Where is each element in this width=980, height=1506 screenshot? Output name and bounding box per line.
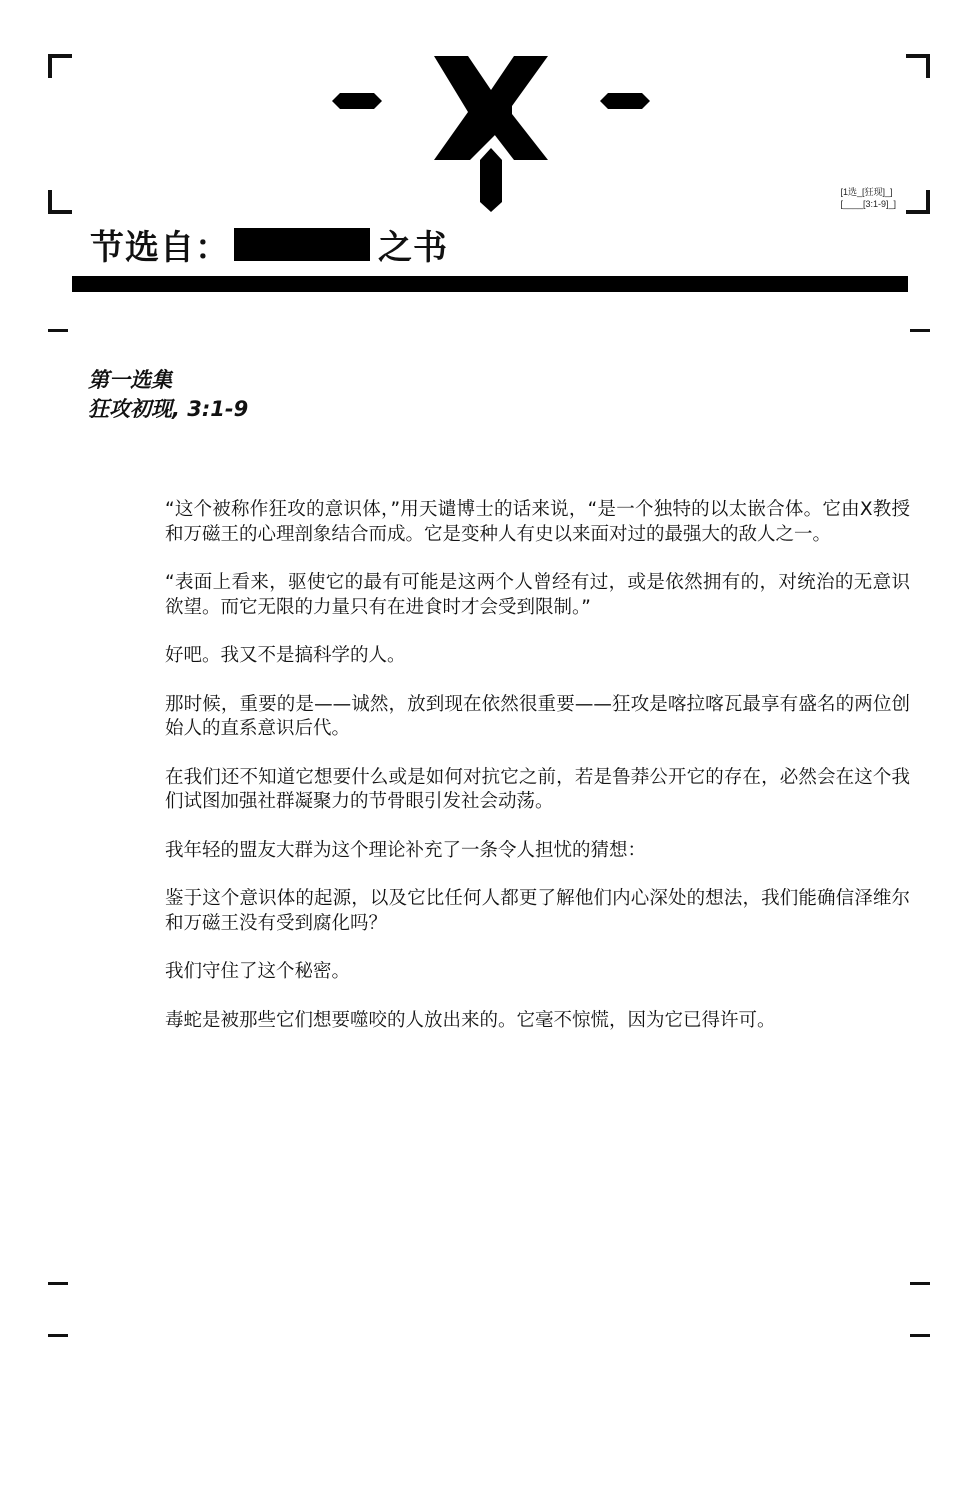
tag-line: [____[3:1-9]_] xyxy=(840,199,896,209)
redaction-bar xyxy=(234,228,370,261)
paragraph: “这个被称作狂攻的意识体，”用天谴博士的话来说，“是一个独特的以太嵌合体。它由X教授和万磁王的心理剖象结合而成。它是变种人有史以来面对过的最强大的敌人之一。 xyxy=(165,499,910,545)
margin-tick xyxy=(48,1334,68,1337)
margin-tick xyxy=(910,1334,930,1337)
title-prefix: 节选自： xyxy=(90,227,230,268)
corner-bracket-mid-left xyxy=(48,190,72,214)
paragraph: 那时候，重要的是——诚然，放到现在依然很重要——狂攻是喀拉喀瓦最享有盛名的两位创始人的直系意识后代。 xyxy=(165,693,910,739)
corner-bracket-mid-right xyxy=(906,190,930,214)
tag-line: [1选_[狂现]_] xyxy=(840,187,893,197)
paragraph: 我们守住了这个秘密。 xyxy=(165,961,351,982)
body-text xyxy=(165,498,910,1057)
section-heading xyxy=(88,366,248,424)
margin-tick xyxy=(910,329,930,332)
header-rule xyxy=(72,276,908,292)
section-title: 第一选集 xyxy=(88,368,172,392)
paragraph: 毒蛇是被那些它们想要噬咬的人放出来的。它毫不惊慌，因为它已得许可。 xyxy=(165,1009,776,1031)
page-title xyxy=(90,220,448,268)
paragraph: “表面上看来，驱使它的最有可能是这两个人曾经有过，或是依然拥有的，对统治的无意识欲望。而它无限的力量只有在进食时才会受到限制。” xyxy=(165,572,910,618)
x-logo-icon xyxy=(330,52,652,214)
chapter-tag xyxy=(840,186,896,210)
margin-tick xyxy=(48,329,68,332)
paragraph: 好吧。我又不是搞科学的人。 xyxy=(165,645,406,666)
corner-bracket-top-right xyxy=(906,54,930,78)
margin-tick xyxy=(48,1282,68,1285)
section-subtitle: 狂攻初现, 3:1-9 xyxy=(88,397,249,421)
corner-bracket-top-left xyxy=(48,54,72,78)
paragraph: 我年轻的盟友大群为这个理论补充了一条令人担忧的猜想： xyxy=(165,839,647,861)
title-suffix: 之书 xyxy=(378,227,448,268)
paragraph: 鉴于这个意识体的起源，以及它比任何人都更了解他们内心深处的想法，我们能确信泽维尔和万磁王没有受到腐化吗？ xyxy=(165,888,910,934)
margin-tick xyxy=(910,1282,930,1285)
paragraph: 在我们还不知道它想要什么或是如何对抗它之前，若是鲁莽公开它的存在，必然会在这个我们试图加强社群凝聚力的节骨眼引发社会动荡。 xyxy=(165,766,910,812)
